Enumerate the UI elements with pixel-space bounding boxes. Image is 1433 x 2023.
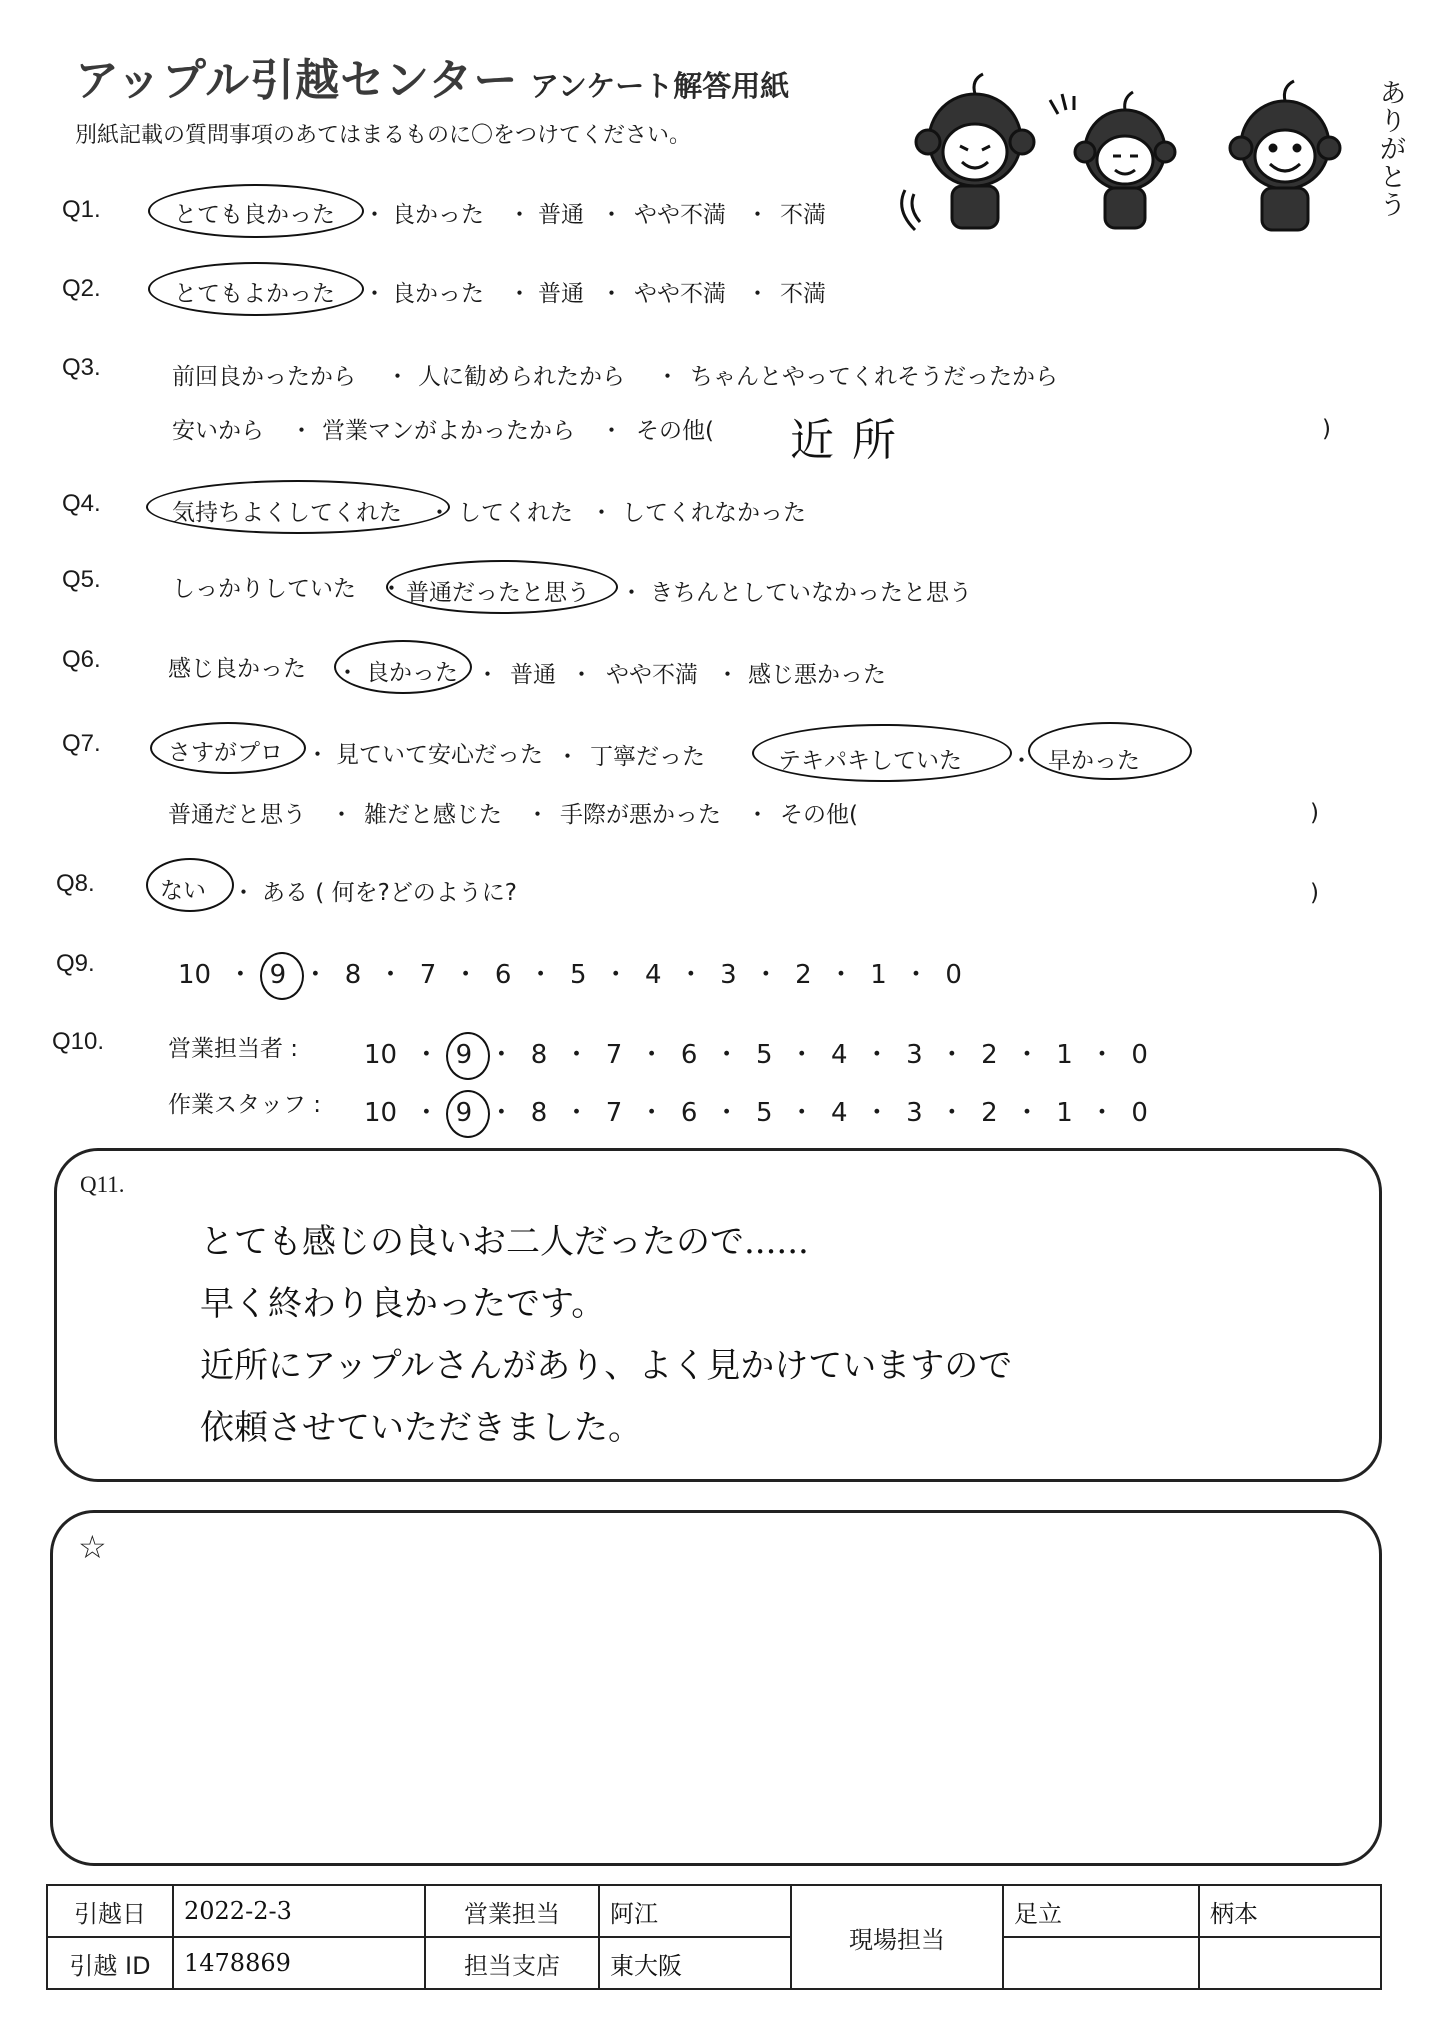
q10-staff-scale: 10 ・ 9 ・ 8 ・ 7 ・ 6 ・ 5 ・ 4 ・ 3 ・ 2 ・ 1 ・ 0: [358, 1092, 1154, 1129]
q3-option-4[interactable]: 安いから: [172, 418, 264, 444]
sales-rep-label: 営業担当: [425, 1885, 599, 1937]
q6-option-4[interactable]: やや不満: [606, 662, 698, 688]
q11-line-1: とても感じの良いお二人だったので......: [200, 1222, 809, 1262]
q8-answer-circle: [146, 858, 234, 912]
q3-option-2[interactable]: 人に勧められたから: [418, 364, 625, 390]
thanks-text: ありがとう: [1380, 79, 1407, 221]
site-rep-value-2: 柄本: [1199, 1885, 1381, 1937]
q6-label: Q6.: [62, 646, 101, 673]
q9-value-4[interactable]: 4: [645, 960, 662, 990]
q8-close-paren: ): [1310, 880, 1319, 906]
q8-option-2[interactable]: ある ( 何を?どのように?: [262, 880, 518, 906]
move-id-value: 1478869: [173, 1937, 425, 1989]
q7-label: Q7.: [62, 730, 101, 757]
q5-option-2[interactable]: 普通だったと思う: [406, 580, 590, 606]
q7-option-5[interactable]: 早かった: [1048, 748, 1140, 774]
q3-option-5[interactable]: 営業マンがよかったから: [322, 418, 575, 444]
q7-option-4[interactable]: テキパキしていた: [778, 748, 962, 774]
q3-close-paren: ): [1322, 416, 1331, 442]
q7-option-2[interactable]: 見ていて安心だった: [336, 742, 543, 768]
q4-option-1[interactable]: 気持ちよくしてくれた: [172, 500, 402, 526]
q10-staff-label: 作業スタッフ :: [168, 1092, 322, 1118]
star-label: ☆: [78, 1528, 107, 1566]
q9-scale: 10 ・ 9 ・ 8 ・ 7 ・ 6 ・ 5 ・ 4 ・ 3 ・ 2 ・ 1 ・ 0: [172, 954, 968, 991]
instruction-text: 別紙記載の質問事項のあてはまるものに〇をつけてください。: [75, 123, 692, 148]
q5-option-3[interactable]: きちんとしていなかったと思う: [650, 580, 972, 606]
q1-answer-circle: [148, 184, 364, 238]
site-rep-empty-1: [1003, 1937, 1199, 1989]
q11-label: Q11.: [80, 1172, 125, 1197]
q10-sales-value-7[interactable]: 7: [605, 1040, 623, 1070]
q5-option-1[interactable]: しっかりしていた: [172, 576, 356, 602]
q10-sales-value-6[interactable]: 6: [680, 1040, 698, 1070]
site-rep-empty-2: [1199, 1937, 1381, 1989]
q9-value-8[interactable]: 8: [344, 960, 362, 990]
q5-label: Q5.: [62, 566, 101, 593]
q4-answer-circle: [146, 480, 450, 534]
q7-option-6[interactable]: 普通だと思う: [168, 802, 306, 828]
q4-option-3[interactable]: してくれなかった: [622, 500, 806, 526]
q2-answer-circle: [148, 262, 364, 316]
q9-value-7[interactable]: 7: [419, 960, 437, 990]
q10-sales-value-3[interactable]: 3: [906, 1040, 923, 1070]
q9-value-5[interactable]: 5: [569, 960, 587, 990]
q10-staff-value-9[interactable]: 9: [450, 1098, 479, 1128]
q2-option-3[interactable]: 普通: [538, 281, 584, 307]
q10-staff-value-5[interactable]: 5: [755, 1098, 773, 1128]
q10-staff-answer-circle: [446, 1090, 490, 1138]
q9-value-3[interactable]: 3: [720, 960, 737, 990]
q3-option-other[interactable]: その他(: [636, 418, 714, 444]
q8-option-1[interactable]: ない: [160, 878, 206, 904]
q7-answer-circle-2: [752, 724, 1012, 782]
q9-value-9[interactable]: 9: [264, 960, 293, 990]
sales-rep-value: 阿江: [599, 1885, 791, 1937]
q4-label: Q4.: [62, 490, 101, 517]
q1-option-4[interactable]: やや不満: [634, 202, 726, 228]
q2-option-5[interactable]: 不満: [780, 281, 826, 307]
site-rep-value-1: 足立: [1003, 1885, 1199, 1937]
star-comment-box[interactable]: [50, 1510, 1382, 1866]
branch-value: 東大阪: [599, 1937, 791, 1989]
q9-answer-circle: [260, 952, 304, 1000]
q9-value-10[interactable]: 10: [178, 960, 212, 990]
q10-sales-scale: 10 ・ 9 ・ 8 ・ 7 ・ 6 ・ 5 ・ 4 ・ 3 ・ 2 ・ 1 ・ 0: [358, 1034, 1154, 1071]
q10-staff-value-4[interactable]: 4: [831, 1098, 848, 1128]
q10-staff-value-7[interactable]: 7: [605, 1098, 623, 1128]
q1-option-2[interactable]: 良かった: [392, 202, 484, 228]
q10-staff-value-10[interactable]: 10: [364, 1098, 398, 1128]
q7-option-other[interactable]: その他(: [780, 802, 858, 828]
q10-staff-value-8[interactable]: 8: [530, 1098, 548, 1128]
q10-sales-value-9[interactable]: 9: [450, 1040, 479, 1070]
q7-answer-circle-3: [1028, 722, 1192, 780]
q10-sales-value-8[interactable]: 8: [530, 1040, 548, 1070]
move-info-table: [46, 1884, 1382, 1990]
q10-staff-value-0[interactable]: 0: [1131, 1098, 1148, 1128]
q6-option-3[interactable]: 普通: [510, 662, 556, 688]
q10-staff-value-3[interactable]: 3: [906, 1098, 923, 1128]
q3-other-handwritten: 近所: [790, 415, 914, 466]
q8-label: Q8.: [56, 870, 95, 897]
q7-option-8[interactable]: 手際が悪かった: [560, 802, 721, 828]
q6-option-5[interactable]: 感じ悪かった: [748, 662, 886, 688]
q10-staff-value-2[interactable]: 2: [981, 1098, 998, 1128]
monkey-mascots-illustration: [900, 70, 1370, 240]
q10-sales-label: 営業担当者 :: [168, 1036, 299, 1062]
form-title: アップル引越センター: [75, 55, 519, 106]
q10-sales-value-2[interactable]: 2: [981, 1040, 998, 1070]
q10-sales-value-4[interactable]: 4: [831, 1040, 848, 1070]
q2-option-4[interactable]: やや不満: [634, 281, 726, 307]
q7-option-1[interactable]: さすがプロ: [168, 740, 283, 766]
q6-option-1[interactable]: 感じ良かった: [168, 656, 306, 682]
q2-option-1[interactable]: とてもよかった: [174, 281, 335, 307]
q6-option-2[interactable]: 良かった: [366, 660, 458, 686]
q10-sales-value-1[interactable]: 1: [1056, 1040, 1073, 1070]
q10-staff-value-6[interactable]: 6: [680, 1098, 698, 1128]
q10-sales-value-5[interactable]: 5: [755, 1040, 773, 1070]
move-id-label: 引越 ID: [47, 1937, 173, 1989]
q3-label: Q3.: [62, 354, 101, 381]
q1-option-5[interactable]: 不満: [780, 202, 826, 228]
q9-value-2[interactable]: 2: [795, 960, 812, 990]
q9-value-1[interactable]: 1: [870, 960, 887, 990]
site-rep-label: 現場担当: [791, 1885, 1003, 1989]
q10-sales-value-0[interactable]: 0: [1131, 1040, 1148, 1070]
form-subtitle: アンケート解答用紙: [530, 69, 790, 103]
q1-option-3[interactable]: 普通: [538, 202, 584, 228]
move-date-label: 引越日: [47, 1885, 173, 1937]
q9-label: Q9.: [56, 950, 95, 977]
q2-option-2[interactable]: 良かった: [392, 281, 484, 307]
branch-label: 担当支店: [425, 1937, 599, 1989]
q1-label: Q1.: [62, 196, 101, 223]
q7-option-7[interactable]: 雑だと感じた: [364, 802, 502, 828]
q7-answer-circle-1: [150, 722, 306, 774]
q6-answer-circle: [334, 640, 472, 694]
q7-option-3[interactable]: 丁寧だった: [590, 744, 705, 770]
q10-sales-answer-circle: [446, 1032, 490, 1080]
move-date-value: 2022-2-3: [173, 1885, 425, 1937]
q4-option-2[interactable]: してくれた: [458, 500, 573, 526]
q2-label: Q2.: [62, 275, 101, 302]
q10-label: Q10.: [52, 1028, 105, 1055]
q10-staff-value-1[interactable]: 1: [1056, 1098, 1073, 1128]
q7-close-paren: ): [1310, 800, 1319, 826]
q5-answer-circle: [386, 560, 618, 614]
q9-value-0[interactable]: 0: [945, 960, 962, 990]
q10-sales-value-10[interactable]: 10: [364, 1040, 398, 1070]
q9-value-6[interactable]: 6: [494, 960, 512, 990]
q3-option-3[interactable]: ちゃんとやってくれそうだったから: [690, 364, 1058, 390]
q11-line-4: 依頼させていただきました。: [200, 1408, 642, 1448]
q1-option-1[interactable]: とても良かった: [174, 202, 335, 228]
q11-line-3: 近所にアップルさんがあり、よく見かけていますので: [200, 1346, 1013, 1386]
q3-option-1[interactable]: 前回良かったから: [172, 364, 356, 390]
q11-line-2: 早く終わり良かったです。: [200, 1284, 606, 1324]
